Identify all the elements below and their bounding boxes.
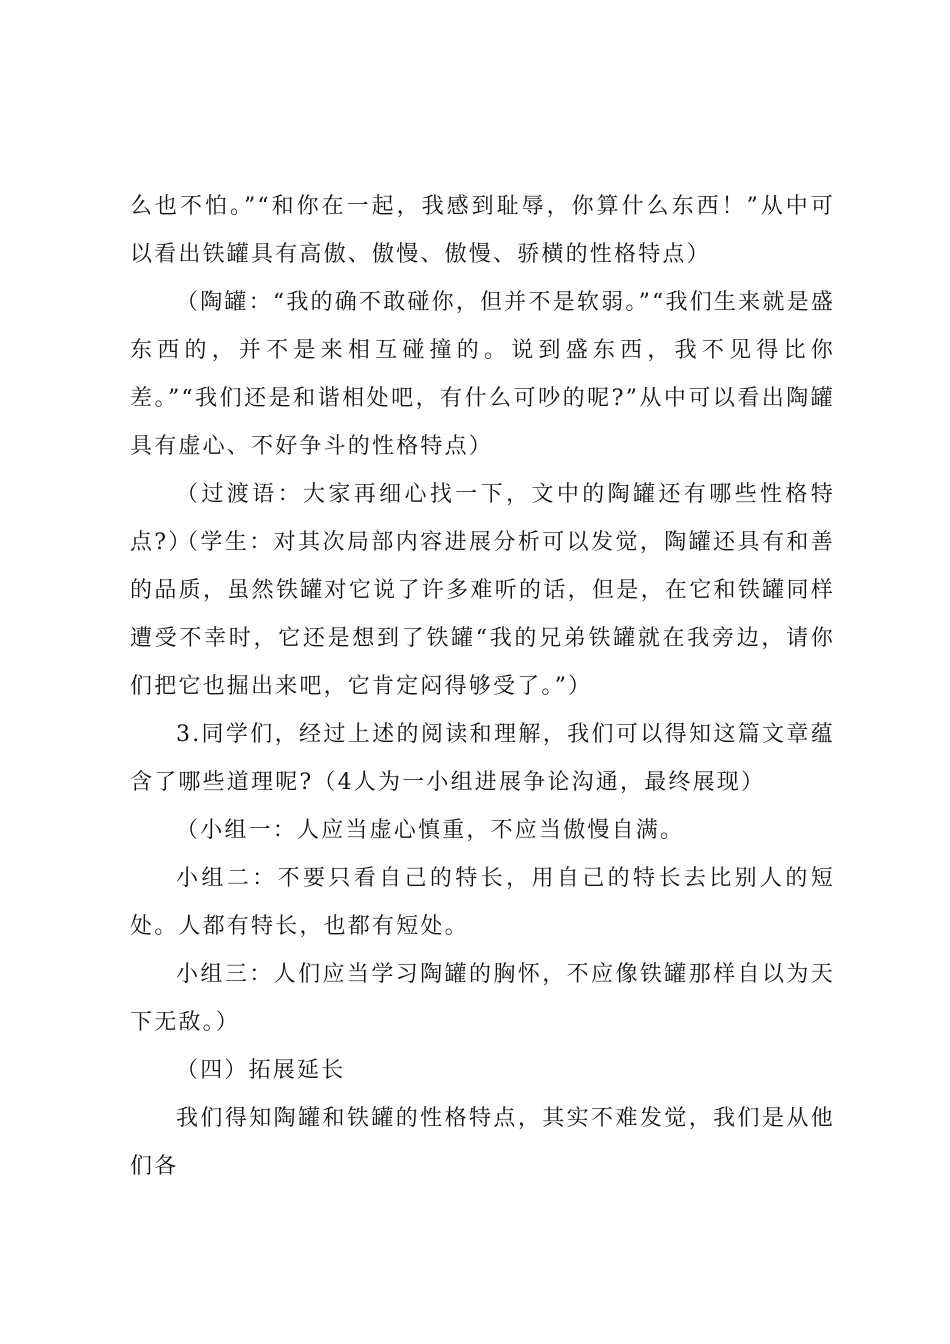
section-heading-extension: （四）拓展延长 [176,1058,346,1083]
paragraph-clay-jar-quotes: （陶罐：“我的确不敢碰你，但并不是软弱。”“我们生来就是盛东西的，并不是来相互碰撞的。说到盛东西，我不见得比你差。”“我们还是和谐相处吧，有什么可吵的呢?”从中可以看出陶罐具有虚心、不好争斗的性格特点） [130,290,835,459]
paragraph-transition: （过渡语：大家再细心找一下，文中的陶罐还有哪些性格特点?） [130,482,835,555]
paragraph-group-one: （小组一：人应当虚心慎重，不应当傲慢自满。 [176,818,685,843]
paragraph-group-two: 小组二：不要只看自己的特长，用自己的特长去比别人的短处。人都有特长，也都有短处。 [130,866,835,939]
paragraph-iron-jar-conclusion: 么也不怕。”“和你在一起，我感到耻辱，你算什么东西！”从中可以看出铁罐具有高傲、傲慢、傲慢、骄横的性格特点） [130,194,835,267]
paragraph-extension-intro: 我们得知陶罐和铁罐的性格特点，其实不难发觉，我们是从他们各 [130,1106,835,1179]
paragraph-student-analysis: （学生：对其次局部内容进展分析可以发觉，陶罐还具有和善的品质，虽然铁罐对它说了许多难听的话，但是，在它和铁罐同样遭受不幸时，它还是想到了铁罐“我的兄弟铁罐就在我旁边，请你们把它也掘出来吧，它肯定闷得够受了。”） [130,530,835,699]
paragraph-group-three: 小组三：人们应当学习陶罐的胸怀，不应像铁罐那样自以为天下无敌。） [130,962,835,1035]
paragraph-question-3: 3.同学们，经过上述的阅读和理解，我们可以得知这篇文章蕴含了哪些道理呢?（4人为一小组进展争论沟通，最终展现） [130,722,835,795]
